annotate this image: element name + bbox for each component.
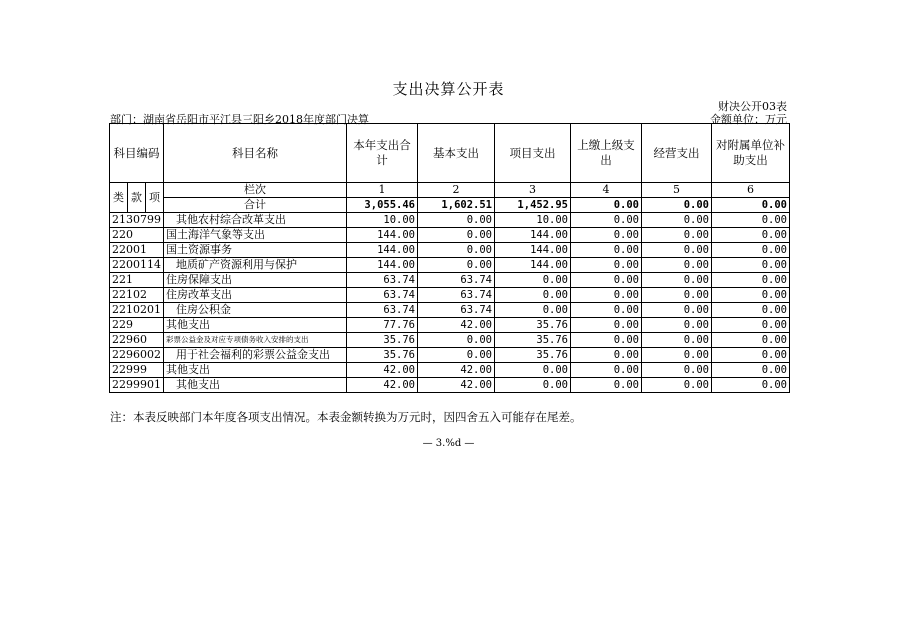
table-row (110, 273, 790, 288)
table-row (110, 243, 790, 258)
row-code: 22102 (110, 288, 164, 303)
row-code: 220 (110, 228, 164, 243)
header-lei: 类 (110, 183, 128, 213)
table-row (110, 378, 790, 393)
row-value: 0.00 (418, 348, 495, 363)
row-name: 其他支出 (164, 363, 347, 378)
department-label: 部门：湖南省岳阳市平江县三阳乡2018年度部门决算 (110, 113, 369, 126)
total-value: 3,055.46 (347, 198, 418, 213)
row-value: 10.00 (495, 213, 571, 228)
row-value: 77.76 (347, 318, 418, 333)
row-value: 0.00 (642, 228, 712, 243)
header-code: 科目编码 (110, 124, 164, 183)
table-row (110, 348, 790, 363)
row-name: 住房改革支出 (164, 288, 347, 303)
row-value: 0.00 (642, 288, 712, 303)
row-value: 0.00 (418, 213, 495, 228)
header-xiang: 项 (146, 183, 164, 213)
row-value: 35.76 (495, 318, 571, 333)
col-num: 4 (571, 183, 642, 198)
row-value: 0.00 (642, 363, 712, 378)
row-value: 0.00 (642, 333, 712, 348)
row-value: 42.00 (347, 363, 418, 378)
row-value: 0.00 (642, 258, 712, 273)
row-value: 0.00 (571, 363, 642, 378)
row-code: 22960 (110, 333, 164, 348)
table-row (110, 288, 790, 303)
row-value: 144.00 (347, 258, 418, 273)
header-project: 项目支出 (495, 124, 571, 183)
row-value: 0.00 (571, 378, 642, 393)
row-name: 其他支出 (164, 378, 347, 393)
row-value: 0.00 (712, 303, 790, 318)
row-value: 63.74 (347, 273, 418, 288)
table-row (110, 258, 790, 273)
row-name: 其他支出 (164, 318, 347, 333)
footnote: 注：本表反映部门本年度各项支出情况。本表金额转换为万元时，因四舍五入可能存在尾差。 (110, 410, 582, 424)
row-name: 地质矿产资源利用与保护 (164, 258, 347, 273)
expenditure-table (109, 123, 790, 393)
row-code: 2299901 (110, 378, 164, 393)
row-value: 0.00 (642, 213, 712, 228)
col-num: 3 (495, 183, 571, 198)
row-value: 0.00 (571, 348, 642, 363)
row-value: 0.00 (712, 333, 790, 348)
row-value: 0.00 (642, 318, 712, 333)
header-total: 本年支出合计 (347, 124, 418, 183)
row-value: 0.00 (571, 333, 642, 348)
row-value: 0.00 (642, 348, 712, 363)
table-row (110, 303, 790, 318)
row-value: 144.00 (495, 258, 571, 273)
row-value: 0.00 (495, 273, 571, 288)
row-value: 0.00 (571, 243, 642, 258)
header-upper: 上缴上级支出 (571, 124, 642, 183)
row-value: 63.74 (347, 288, 418, 303)
row-value: 144.00 (495, 228, 571, 243)
row-name: 用于社会福利的彩票公益金支出 (164, 348, 347, 363)
row-value: 63.74 (418, 273, 495, 288)
row-value: 0.00 (571, 273, 642, 288)
table-row (110, 333, 790, 348)
total-label: 合计 (164, 198, 347, 213)
row-value: 0.00 (495, 288, 571, 303)
col-num: 5 (642, 183, 712, 198)
row-code: 22999 (110, 363, 164, 378)
row-value: 0.00 (712, 228, 790, 243)
header-name: 科目名称 (164, 124, 347, 183)
row-code: 22001 (110, 243, 164, 258)
table-row (110, 363, 790, 378)
total-row (110, 198, 790, 213)
row-name: 其他农村综合改革支出 (164, 213, 347, 228)
row-value: 0.00 (642, 378, 712, 393)
row-value: 144.00 (347, 228, 418, 243)
lanci-row (110, 183, 790, 198)
col-num: 2 (418, 183, 495, 198)
row-value: 0.00 (495, 378, 571, 393)
total-value: 1,602.51 (418, 198, 495, 213)
page-title: 支出决算公开表 (392, 80, 505, 98)
row-value: 0.00 (712, 348, 790, 363)
row-value: 42.00 (418, 318, 495, 333)
col-num: 6 (712, 183, 790, 198)
row-value: 10.00 (347, 213, 418, 228)
row-code: 2210201 (110, 303, 164, 318)
header-row (110, 124, 790, 183)
table-row (110, 228, 790, 243)
row-value: 0.00 (418, 258, 495, 273)
total-value: 0.00 (571, 198, 642, 213)
row-value: 0.00 (418, 228, 495, 243)
row-value: 0.00 (712, 273, 790, 288)
row-name: 国土海洋气象等支出 (164, 228, 347, 243)
row-value: 0.00 (712, 378, 790, 393)
form-code: 财决公开03表 (718, 100, 787, 113)
row-value: 0.00 (418, 243, 495, 258)
row-value: 0.00 (571, 258, 642, 273)
row-value: 0.00 (712, 318, 790, 333)
row-value: 35.76 (495, 348, 571, 363)
row-value: 63.74 (418, 303, 495, 318)
row-code: 221 (110, 273, 164, 288)
row-value: 42.00 (418, 378, 495, 393)
row-value: 0.00 (418, 333, 495, 348)
row-value: 42.00 (347, 378, 418, 393)
row-code: 2200114 (110, 258, 164, 273)
row-value: 144.00 (495, 243, 571, 258)
row-value: 0.00 (712, 213, 790, 228)
row-value: 35.76 (495, 333, 571, 348)
row-name: 住房公积金 (164, 303, 347, 318)
row-value: 0.00 (642, 303, 712, 318)
row-value: 0.00 (712, 243, 790, 258)
total-value: 0.00 (642, 198, 712, 213)
row-value: 0.00 (642, 273, 712, 288)
row-value: 0.00 (571, 318, 642, 333)
col-num: 1 (347, 183, 418, 198)
row-code: 229 (110, 318, 164, 333)
table-row (110, 213, 790, 228)
table-row (110, 318, 790, 333)
header-subsidy: 对附属单位补助支出 (712, 124, 790, 183)
row-name: 住房保障支出 (164, 273, 347, 288)
row-value: 42.00 (418, 363, 495, 378)
row-value: 0.00 (712, 288, 790, 303)
header-basic: 基本支出 (418, 124, 495, 183)
row-value: 0.00 (712, 363, 790, 378)
row-value: 0.00 (571, 213, 642, 228)
row-value: 0.00 (495, 303, 571, 318)
row-code: 2296002 (110, 348, 164, 363)
header-business: 经营支出 (642, 124, 712, 183)
total-value: 1,452.95 (495, 198, 571, 213)
row-value: 0.00 (571, 288, 642, 303)
row-name: 彩票公益金及对应专项债务收入安排的支出 (164, 333, 347, 348)
row-value: 0.00 (571, 228, 642, 243)
row-value: 63.74 (347, 303, 418, 318)
row-value: 144.00 (347, 243, 418, 258)
lanci-label: 栏次 (164, 183, 347, 198)
row-name: 国土资源事务 (164, 243, 347, 258)
unit-label: 金额单位：万元 (710, 113, 787, 126)
row-value: 0.00 (712, 258, 790, 273)
row-value: 35.76 (347, 348, 418, 363)
row-code: 2130799 (110, 213, 164, 228)
header-kuan: 款 (128, 183, 146, 213)
row-value: 35.76 (347, 333, 418, 348)
row-value: 0.00 (571, 303, 642, 318)
page-number: — 3.%d — (422, 438, 475, 449)
row-value: 0.00 (495, 363, 571, 378)
total-value: 0.00 (712, 198, 790, 213)
row-value: 63.74 (418, 288, 495, 303)
row-value: 0.00 (642, 243, 712, 258)
